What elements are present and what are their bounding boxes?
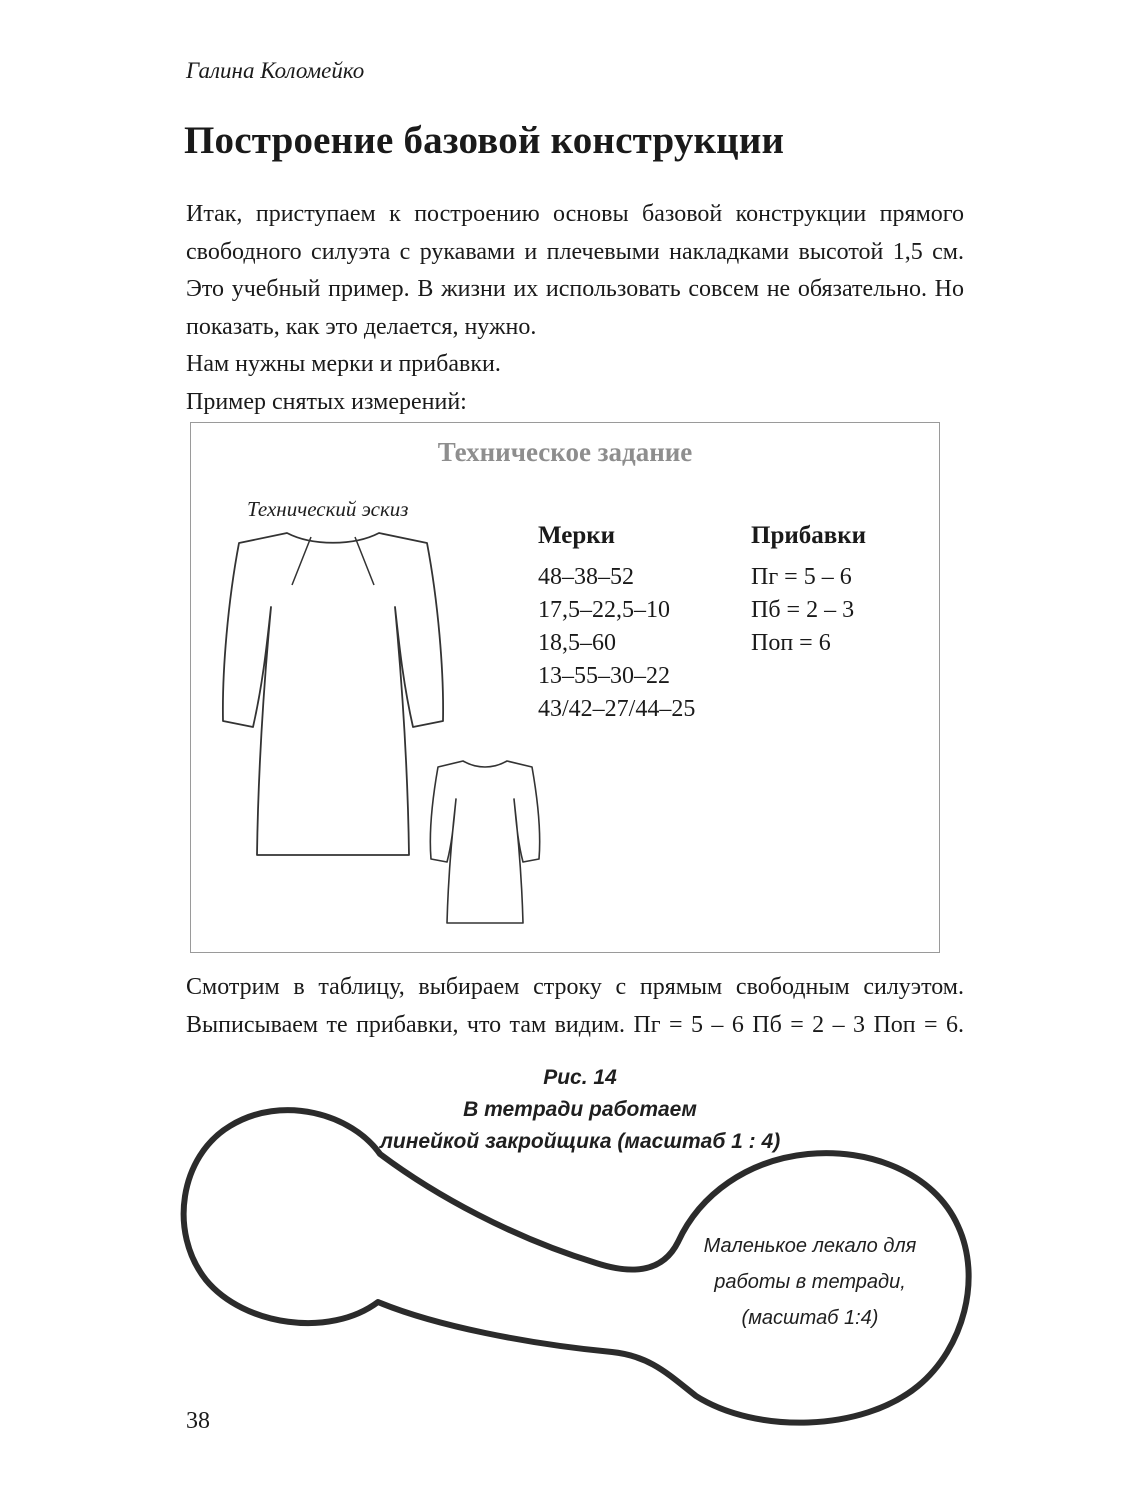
allowance-value: Пг = 5 – 6 — [751, 564, 852, 590]
measurement-value: 13–55–30–22 — [538, 663, 670, 689]
figure-caption-line: В тетради работаем — [463, 1098, 697, 1121]
measurements-header: Мерки — [538, 522, 616, 549]
curve-label-line: работы в тетради, — [714, 1271, 906, 1293]
allowances-header: Прибавки — [751, 522, 867, 549]
allowance-value: Пб = 2 – 3 — [751, 597, 855, 623]
intro-text — [186, 196, 964, 421]
conclusion-paragraph: Смотрим в таблицу, выбираем строку с прямым свободным силуэтом. Выписываем те прибавки, что там видим. Пг = 5 – 6 Пб = 2 – 3 Поп = 6. — [186, 974, 964, 1038]
curve-label — [693, 1228, 927, 1336]
allowances-column — [751, 519, 866, 660]
curve-label-line: (масштаб 1:4) — [741, 1307, 879, 1329]
figure-caption-line: линейкой закройщика (масштаб 1 : 4) — [379, 1130, 781, 1153]
measurement-value: 18,5–60 — [538, 630, 616, 656]
intro-line-example: Пример снятых измерений: — [186, 388, 467, 415]
tech-task-box — [190, 422, 940, 953]
dress-front-sketch — [213, 519, 451, 863]
dress-back-sketch — [425, 753, 545, 927]
tech-sketch-label: Технический эскиз — [247, 497, 409, 521]
figure-caption — [266, 1062, 894, 1158]
measurement-value: 17,5–22,5–10 — [538, 597, 670, 623]
measurements-column — [538, 519, 695, 726]
intro-line-measures: Нам нужны мерки и прибавки. — [186, 351, 501, 377]
intro-paragraph: Итак, приступаем к построению основы базовой конструкции прямого свободного силуэта с рукавами и плечевыми накладками высотой 1,5 см. Это учебный пример. В жизни их использовать совсем не обязательно. Но показать, как это делается, нужно. — [186, 201, 964, 340]
measurement-value: 48–38–52 — [538, 564, 634, 590]
page-author: Галина Коломейко — [186, 58, 365, 83]
curve-label-line: Маленькое лекало для — [703, 1235, 917, 1257]
figure-caption-number: Рис. 14 — [543, 1066, 617, 1089]
tech-task-title: Техническое задание — [437, 437, 693, 467]
measurement-value: 43/42–27/44–25 — [538, 696, 696, 722]
page-title: Построение базовой конструкции — [184, 119, 785, 162]
allowance-value: Поп = 6 — [751, 630, 831, 656]
page-number: 38 — [186, 1408, 210, 1434]
